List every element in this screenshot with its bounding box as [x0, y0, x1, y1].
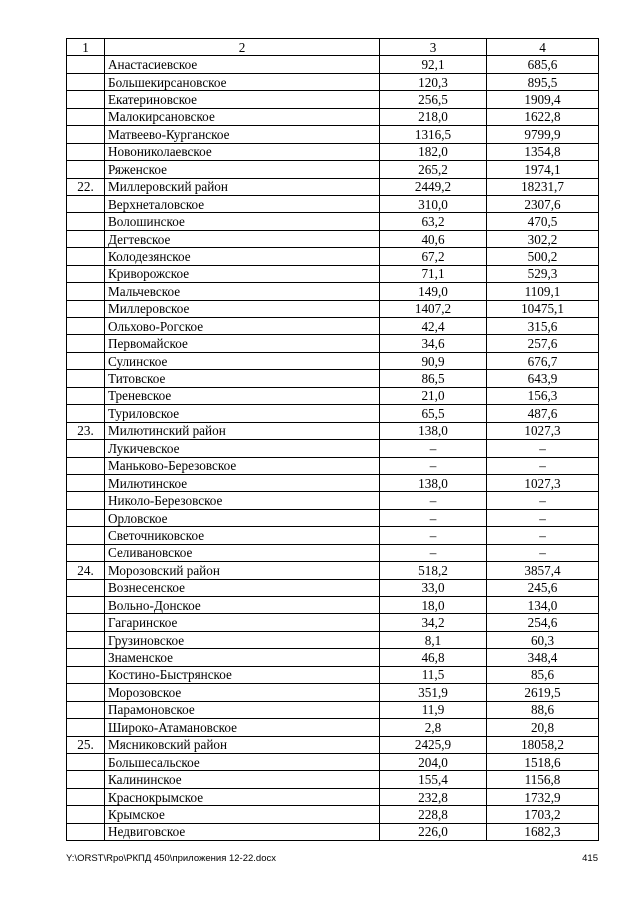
settlement-name: Светочниковское: [105, 527, 380, 544]
row-number: [67, 579, 105, 596]
table-row: [67, 405, 599, 422]
value-col-4: 3857,4: [487, 562, 599, 579]
value-col-4: 1027,3: [487, 422, 599, 439]
value-col-3: 226,0: [380, 823, 487, 840]
settlement-name: Дегтевское: [105, 230, 380, 247]
value-col-4: 20,8: [487, 719, 599, 736]
value-col-4: 529,3: [487, 265, 599, 282]
footer-file-path: Y:\ORST\Rpo\РКПД 450\приложения 12-22.docx: [66, 853, 276, 864]
settlement-name: Крымское: [105, 806, 380, 823]
settlement-name: Большесальское: [105, 753, 380, 770]
settlement-name: Миллеровский район: [105, 178, 380, 195]
table-row: [67, 108, 599, 125]
table-row: [67, 440, 599, 457]
table-row: [67, 527, 599, 544]
value-col-3: 232,8: [380, 788, 487, 805]
settlement-name: Треневское: [105, 387, 380, 404]
value-col-4: 895,5: [487, 73, 599, 90]
settlement-name: Вольно-Донское: [105, 597, 380, 614]
settlement-name: Селивановское: [105, 544, 380, 561]
table-header-row: [67, 39, 599, 56]
settlement-name: Миллеровское: [105, 300, 380, 317]
settlement-name: Верхнеталовское: [105, 195, 380, 212]
table-row: [67, 300, 599, 317]
value-col-3: 2449,2: [380, 178, 487, 195]
settlement-name: Лукичевское: [105, 440, 380, 457]
table-row: [67, 597, 599, 614]
value-col-4: 85,6: [487, 666, 599, 683]
settlement-name: Ольхово-Рогское: [105, 318, 380, 335]
value-col-4: 2307,6: [487, 195, 599, 212]
row-number: [67, 405, 105, 422]
settlement-name: Новониколаевское: [105, 143, 380, 160]
value-col-4: 1156,8: [487, 771, 599, 788]
row-number: [67, 788, 105, 805]
settlement-name: Милютинское: [105, 474, 380, 491]
settlement-name: Сулинское: [105, 352, 380, 369]
row-number: [67, 265, 105, 282]
value-col-4: 1109,1: [487, 283, 599, 300]
row-number: [67, 806, 105, 823]
settlement-name: Грузиновское: [105, 631, 380, 648]
value-col-3: 182,0: [380, 143, 487, 160]
settlement-name: Краснокрымское: [105, 788, 380, 805]
row-number: [67, 823, 105, 840]
value-col-3: 351,9: [380, 684, 487, 701]
value-col-3: 218,0: [380, 108, 487, 125]
row-number: [67, 719, 105, 736]
value-col-3: 34,2: [380, 614, 487, 631]
value-col-3: 2425,9: [380, 736, 487, 753]
settlement-name: Екатериновское: [105, 91, 380, 108]
value-col-3: 65,5: [380, 405, 487, 422]
settlement-name: Орловское: [105, 509, 380, 526]
value-col-4: –: [487, 492, 599, 509]
row-number: [67, 230, 105, 247]
value-col-3: 149,0: [380, 283, 487, 300]
settlement-name: Криворожское: [105, 265, 380, 282]
value-col-3: 265,2: [380, 161, 487, 178]
value-col-4: 1622,8: [487, 108, 599, 125]
value-col-4: –: [487, 527, 599, 544]
row-number: [67, 370, 105, 387]
row-number: [67, 318, 105, 335]
table-row: [67, 509, 599, 526]
row-number: [67, 352, 105, 369]
value-col-4: 18231,7: [487, 178, 599, 195]
value-col-3: 2,8: [380, 719, 487, 736]
settlement-name: Гагаринское: [105, 614, 380, 631]
row-number: [67, 161, 105, 178]
value-col-3: 155,4: [380, 771, 487, 788]
settlement-name: Знаменское: [105, 649, 380, 666]
row-number: [67, 753, 105, 770]
settlement-name: Маньково-Березовское: [105, 457, 380, 474]
value-col-4: 348,4: [487, 649, 599, 666]
table-row: [67, 736, 599, 753]
row-number: [67, 544, 105, 561]
table-row: [67, 806, 599, 823]
table-row: [67, 178, 599, 195]
value-col-4: 676,7: [487, 352, 599, 369]
row-number: [67, 614, 105, 631]
value-col-4: –: [487, 457, 599, 474]
value-col-3: 518,2: [380, 562, 487, 579]
settlement-name: Матвеево-Курганское: [105, 126, 380, 143]
table-row: [67, 422, 599, 439]
value-col-3: 11,9: [380, 701, 487, 718]
value-col-3: 46,8: [380, 649, 487, 666]
header-col-3: 3: [380, 39, 487, 56]
settlement-name: Вознесенское: [105, 579, 380, 596]
table-row: [67, 248, 599, 265]
value-col-3: –: [380, 509, 487, 526]
table-row: [67, 335, 599, 352]
value-col-3: 90,9: [380, 352, 487, 369]
value-col-3: 40,6: [380, 230, 487, 247]
settlement-name: Парамоновское: [105, 701, 380, 718]
value-col-3: 228,8: [380, 806, 487, 823]
value-col-3: 11,5: [380, 666, 487, 683]
value-col-4: 1703,2: [487, 806, 599, 823]
table-row: [67, 126, 599, 143]
row-number: [67, 73, 105, 90]
settlement-name: Калининское: [105, 771, 380, 788]
table-row: [67, 457, 599, 474]
row-number: [67, 300, 105, 317]
value-col-3: –: [380, 492, 487, 509]
value-col-3: 67,2: [380, 248, 487, 265]
row-number: [67, 457, 105, 474]
table-row: [67, 230, 599, 247]
value-col-3: 256,5: [380, 91, 487, 108]
row-number: [67, 631, 105, 648]
table-row: [67, 614, 599, 631]
table-row: [67, 492, 599, 509]
value-col-4: 1974,1: [487, 161, 599, 178]
value-col-3: 138,0: [380, 474, 487, 491]
value-col-3: 92,1: [380, 56, 487, 73]
value-col-3: 33,0: [380, 579, 487, 596]
data-table: [66, 38, 599, 841]
settlement-name: Милютинский район: [105, 422, 380, 439]
header-col-1: 1: [67, 39, 105, 56]
table-row: [67, 719, 599, 736]
settlement-name: Ряженское: [105, 161, 380, 178]
table-row: [67, 143, 599, 160]
row-number: [67, 509, 105, 526]
settlement-name: Недвиговское: [105, 823, 380, 840]
value-col-4: 1909,4: [487, 91, 599, 108]
row-number: [67, 492, 105, 509]
value-col-4: 1027,3: [487, 474, 599, 491]
value-col-4: 2619,5: [487, 684, 599, 701]
settlement-name: Мальчевское: [105, 283, 380, 300]
value-col-3: 138,0: [380, 422, 487, 439]
row-number: [67, 701, 105, 718]
value-col-4: 156,3: [487, 387, 599, 404]
settlement-name: Анастасиевское: [105, 56, 380, 73]
settlement-name: Широко-Атамановское: [105, 719, 380, 736]
row-number: [67, 248, 105, 265]
value-col-3: 42,4: [380, 318, 487, 335]
value-col-4: 685,6: [487, 56, 599, 73]
table-row: [67, 56, 599, 73]
row-number: [67, 143, 105, 160]
table-row: [67, 631, 599, 648]
value-col-4: 245,6: [487, 579, 599, 596]
table-row: [67, 666, 599, 683]
header-col-4: 4: [487, 39, 599, 56]
value-col-4: 1682,3: [487, 823, 599, 840]
value-col-3: –: [380, 457, 487, 474]
table-row: [67, 684, 599, 701]
value-col-4: –: [487, 509, 599, 526]
table-row: [67, 701, 599, 718]
value-col-3: 1316,5: [380, 126, 487, 143]
table-row: [67, 370, 599, 387]
table-row: [67, 788, 599, 805]
row-number: [67, 213, 105, 230]
row-number: [67, 684, 105, 701]
value-col-4: –: [487, 440, 599, 457]
row-number: [67, 666, 105, 683]
table-row: [67, 474, 599, 491]
value-col-3: –: [380, 544, 487, 561]
settlement-name: Колодезянское: [105, 248, 380, 265]
table-row: [67, 318, 599, 335]
value-col-3: 1407,2: [380, 300, 487, 317]
table-row: [67, 823, 599, 840]
settlement-name: Морозовский район: [105, 562, 380, 579]
table-row: [67, 579, 599, 596]
table-row: [67, 649, 599, 666]
value-col-4: 1518,6: [487, 753, 599, 770]
value-col-4: 470,5: [487, 213, 599, 230]
settlement-name: Малокирсановское: [105, 108, 380, 125]
value-col-4: 643,9: [487, 370, 599, 387]
row-number: [67, 56, 105, 73]
table-row: [67, 387, 599, 404]
settlement-name: Костино-Быстрянское: [105, 666, 380, 683]
row-number: 25.: [67, 736, 105, 753]
value-col-3: 71,1: [380, 265, 487, 282]
table-row: [67, 352, 599, 369]
value-col-3: 63,2: [380, 213, 487, 230]
value-col-3: 204,0: [380, 753, 487, 770]
row-number: 24.: [67, 562, 105, 579]
value-col-3: 310,0: [380, 195, 487, 212]
settlement-name: Первомайское: [105, 335, 380, 352]
settlement-name: Морозовское: [105, 684, 380, 701]
row-number: 22.: [67, 178, 105, 195]
row-number: [67, 108, 105, 125]
table-row: [67, 771, 599, 788]
row-number: 23.: [67, 422, 105, 439]
row-number: [67, 649, 105, 666]
header-col-2: 2: [105, 39, 380, 56]
value-col-4: 10475,1: [487, 300, 599, 317]
value-col-4: 88,6: [487, 701, 599, 718]
value-col-4: 18058,2: [487, 736, 599, 753]
table-body: [67, 39, 599, 841]
value-col-4: 254,6: [487, 614, 599, 631]
table-row: [67, 195, 599, 212]
row-number: [67, 771, 105, 788]
table-row: [67, 213, 599, 230]
value-col-3: –: [380, 527, 487, 544]
row-number: [67, 597, 105, 614]
value-col-3: 34,6: [380, 335, 487, 352]
value-col-4: 1732,9: [487, 788, 599, 805]
settlement-name: Большекирсановское: [105, 73, 380, 90]
value-col-4: 315,6: [487, 318, 599, 335]
table-row: [67, 91, 599, 108]
row-number: [67, 527, 105, 544]
row-number: [67, 474, 105, 491]
footer-page-number: 415: [582, 853, 598, 864]
value-col-4: 1354,8: [487, 143, 599, 160]
value-col-3: 86,5: [380, 370, 487, 387]
table-row: [67, 283, 599, 300]
value-col-4: 9799,9: [487, 126, 599, 143]
row-number: [67, 283, 105, 300]
table-row: [67, 562, 599, 579]
value-col-4: 500,2: [487, 248, 599, 265]
value-col-4: 60,3: [487, 631, 599, 648]
row-number: [67, 195, 105, 212]
settlement-name: Волошинское: [105, 213, 380, 230]
settlement-name: Мясниковский район: [105, 736, 380, 753]
table-row: [67, 265, 599, 282]
row-number: [67, 440, 105, 457]
value-col-4: 487,6: [487, 405, 599, 422]
row-number: [67, 387, 105, 404]
value-col-4: 302,2: [487, 230, 599, 247]
table-row: [67, 544, 599, 561]
settlement-name: Титовское: [105, 370, 380, 387]
settlement-name: Николо-Березовское: [105, 492, 380, 509]
row-number: [67, 335, 105, 352]
value-col-3: –: [380, 440, 487, 457]
table-row: [67, 161, 599, 178]
value-col-4: 134,0: [487, 597, 599, 614]
value-col-3: 120,3: [380, 73, 487, 90]
value-col-3: 21,0: [380, 387, 487, 404]
value-col-3: 18,0: [380, 597, 487, 614]
table-row: [67, 753, 599, 770]
value-col-4: 257,6: [487, 335, 599, 352]
table-row: [67, 73, 599, 90]
settlement-name: Туриловское: [105, 405, 380, 422]
row-number: [67, 126, 105, 143]
row-number: [67, 91, 105, 108]
value-col-3: 8,1: [380, 631, 487, 648]
value-col-4: –: [487, 544, 599, 561]
